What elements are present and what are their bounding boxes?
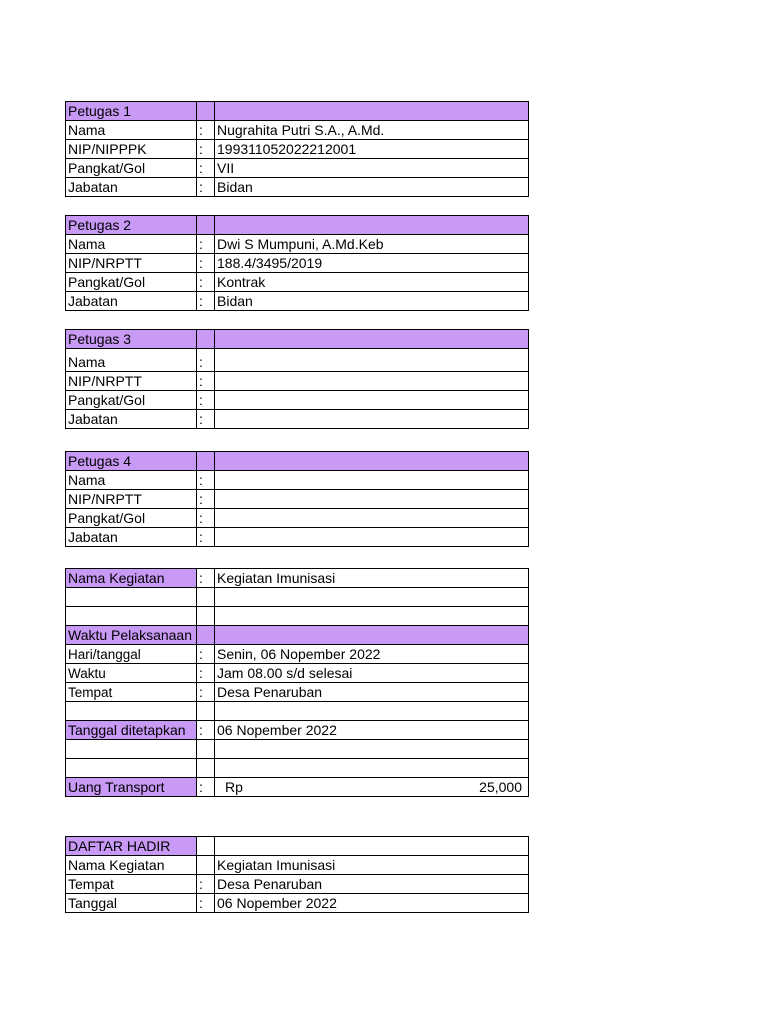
kegiatan-table	[65, 568, 529, 797]
row-value[interactable]: VII	[215, 159, 529, 178]
row-separator[interactable]: :	[197, 121, 215, 140]
empty-cell[interactable]	[197, 588, 215, 607]
row-label[interactable]: NIP/NRPTT	[66, 372, 197, 391]
row-value[interactable]: Kontrak	[215, 273, 529, 292]
row-label[interactable]: Nama	[66, 471, 197, 490]
dh-tempat-label[interactable]: Tempat	[66, 875, 197, 894]
petugas-2-title[interactable]: Petugas 2	[66, 216, 197, 235]
petugas-3-table	[65, 329, 529, 429]
row-separator[interactable]: :	[197, 894, 215, 913]
row-value[interactable]: Nugrahita Putri S.A., A.Md.	[215, 121, 529, 140]
row-separator[interactable]: :	[197, 664, 215, 683]
empty-cell[interactable]	[215, 740, 529, 759]
header-cell-empty[interactable]	[197, 330, 215, 349]
row-value[interactable]: 199311052022212001	[215, 140, 529, 159]
empty-cell[interactable]	[215, 759, 529, 778]
empty-cell[interactable]	[66, 607, 197, 626]
row-label[interactable]: Nama	[66, 121, 197, 140]
nama-kegiatan-value[interactable]: Kegiatan Imunisasi	[215, 569, 529, 588]
transport-amount: 25,000	[479, 779, 522, 795]
row-value[interactable]: Bidan	[215, 292, 529, 311]
row-separator[interactable]: :	[197, 509, 215, 528]
row-separator[interactable]: :	[197, 254, 215, 273]
row-label[interactable]: Pangkat/Gol	[66, 273, 197, 292]
petugas-1-table	[65, 101, 529, 197]
row-label[interactable]: NIP/NRPTT	[66, 254, 197, 273]
header-cell-empty[interactable]	[215, 102, 529, 121]
nama-kegiatan-label[interactable]: Nama Kegiatan	[66, 569, 197, 588]
dh-tanggal-value[interactable]: 06 Nopember 2022	[215, 894, 529, 913]
row-value[interactable]	[215, 471, 529, 490]
waktu-pelaksanaan-header[interactable]: Waktu Pelaksanaan	[66, 626, 197, 645]
currency-label: Rp	[225, 779, 243, 795]
row-label[interactable]: Nama	[66, 235, 197, 254]
empty-cell[interactable]	[197, 856, 215, 875]
row-separator[interactable]: :	[197, 875, 215, 894]
row-label[interactable]: Pangkat/Gol	[66, 159, 197, 178]
daftar-hadir-table	[65, 836, 529, 913]
waktu-value[interactable]: Jam 08.00 s/d selesai	[215, 664, 529, 683]
row-value[interactable]	[215, 372, 529, 391]
petugas-1-title[interactable]: Petugas 1	[66, 102, 197, 121]
row-label[interactable]: Pangkat/Gol	[66, 509, 197, 528]
tanggal-ditetapkan-value[interactable]: 06 Nopember 2022	[215, 721, 529, 740]
row-separator[interactable]: :	[197, 292, 215, 311]
row-separator[interactable]: :	[197, 410, 215, 429]
empty-cell[interactable]	[215, 588, 529, 607]
empty-cell[interactable]	[66, 740, 197, 759]
row-separator[interactable]: :	[197, 683, 215, 702]
empty-cell[interactable]	[197, 759, 215, 778]
row-separator[interactable]: :	[197, 372, 215, 391]
uang-transport-label[interactable]: Uang Transport	[66, 778, 197, 797]
hari-tanggal-value[interactable]: Senin, 06 Nopember 2022	[215, 645, 529, 664]
row-label[interactable]: Jabatan	[66, 528, 197, 547]
row-value[interactable]	[215, 509, 529, 528]
empty-cell[interactable]	[215, 837, 529, 856]
header-cell-empty[interactable]	[197, 216, 215, 235]
row-value[interactable]	[215, 528, 529, 547]
petugas-3-title[interactable]: Petugas 3	[66, 330, 197, 349]
empty-cell[interactable]	[215, 607, 529, 626]
uang-transport-value[interactable]	[215, 778, 529, 797]
dh-tanggal-label[interactable]: Tanggal	[66, 894, 197, 913]
row-value[interactable]	[215, 490, 529, 509]
row-value[interactable]	[215, 391, 529, 410]
row-value[interactable]: Dwi S Mumpuni, A.Md.Keb	[215, 235, 529, 254]
petugas-4-title[interactable]: Petugas 4	[66, 452, 197, 471]
header-cell-empty[interactable]	[197, 452, 215, 471]
row-value[interactable]: Bidan	[215, 178, 529, 197]
dh-nama-kegiatan-label[interactable]: Nama Kegiatan	[66, 856, 197, 875]
row-label[interactable]: Jabatan	[66, 292, 197, 311]
tempat-label[interactable]: Tempat	[66, 683, 197, 702]
row-label[interactable]: Jabatan	[66, 410, 197, 429]
row-separator[interactable]: :	[197, 349, 215, 372]
empty-cell[interactable]	[197, 740, 215, 759]
header-cell-empty[interactable]	[197, 626, 215, 645]
empty-cell[interactable]	[215, 702, 529, 721]
empty-cell[interactable]	[197, 837, 215, 856]
row-value[interactable]: 188.4/3495/2019	[215, 254, 529, 273]
waktu-label[interactable]: Waktu	[66, 664, 197, 683]
row-separator[interactable]: :	[197, 528, 215, 547]
header-cell-empty[interactable]	[215, 330, 529, 349]
header-cell-empty[interactable]	[197, 102, 215, 121]
row-value[interactable]	[215, 410, 529, 429]
row-separator[interactable]: :	[197, 391, 215, 410]
row-label[interactable]: Pangkat/Gol	[66, 391, 197, 410]
empty-cell[interactable]	[66, 588, 197, 607]
row-separator[interactable]: :	[197, 569, 215, 588]
row-separator[interactable]: :	[197, 721, 215, 740]
petugas-2-table	[65, 215, 529, 311]
row-label[interactable]: NIP/NIPPPK	[66, 140, 197, 159]
row-separator[interactable]: :	[197, 645, 215, 664]
row-label[interactable]: Jabatan	[66, 178, 197, 197]
header-cell-empty[interactable]	[215, 216, 529, 235]
row-separator[interactable]: :	[197, 178, 215, 197]
row-separator[interactable]: :	[197, 778, 215, 797]
dh-tempat-value[interactable]: Desa Penaruban	[215, 875, 529, 894]
row-separator[interactable]: :	[197, 235, 215, 254]
row-separator[interactable]: :	[197, 471, 215, 490]
header-cell-empty[interactable]	[215, 626, 529, 645]
empty-cell[interactable]	[66, 702, 197, 721]
row-separator[interactable]: :	[197, 140, 215, 159]
row-label[interactable]: Nama	[66, 349, 197, 372]
hari-tanggal-label[interactable]: Hari/tanggal	[66, 645, 197, 664]
header-cell-empty[interactable]	[215, 452, 529, 471]
dh-nama-kegiatan-value[interactable]: Kegiatan Imunisasi	[215, 856, 529, 875]
row-separator[interactable]: :	[197, 273, 215, 292]
row-separator[interactable]: :	[197, 159, 215, 178]
petugas-4-table	[65, 451, 529, 547]
tempat-value[interactable]: Desa Penaruban	[215, 683, 529, 702]
empty-cell[interactable]	[66, 759, 197, 778]
daftar-hadir-title[interactable]: DAFTAR HADIR	[66, 837, 197, 856]
row-separator[interactable]: :	[197, 490, 215, 509]
tanggal-ditetapkan-label[interactable]: Tanggal ditetapkan	[66, 721, 197, 740]
row-value[interactable]	[215, 349, 529, 372]
empty-cell[interactable]	[197, 607, 215, 626]
empty-cell[interactable]	[197, 702, 215, 721]
row-label[interactable]: NIP/NRPTT	[66, 490, 197, 509]
